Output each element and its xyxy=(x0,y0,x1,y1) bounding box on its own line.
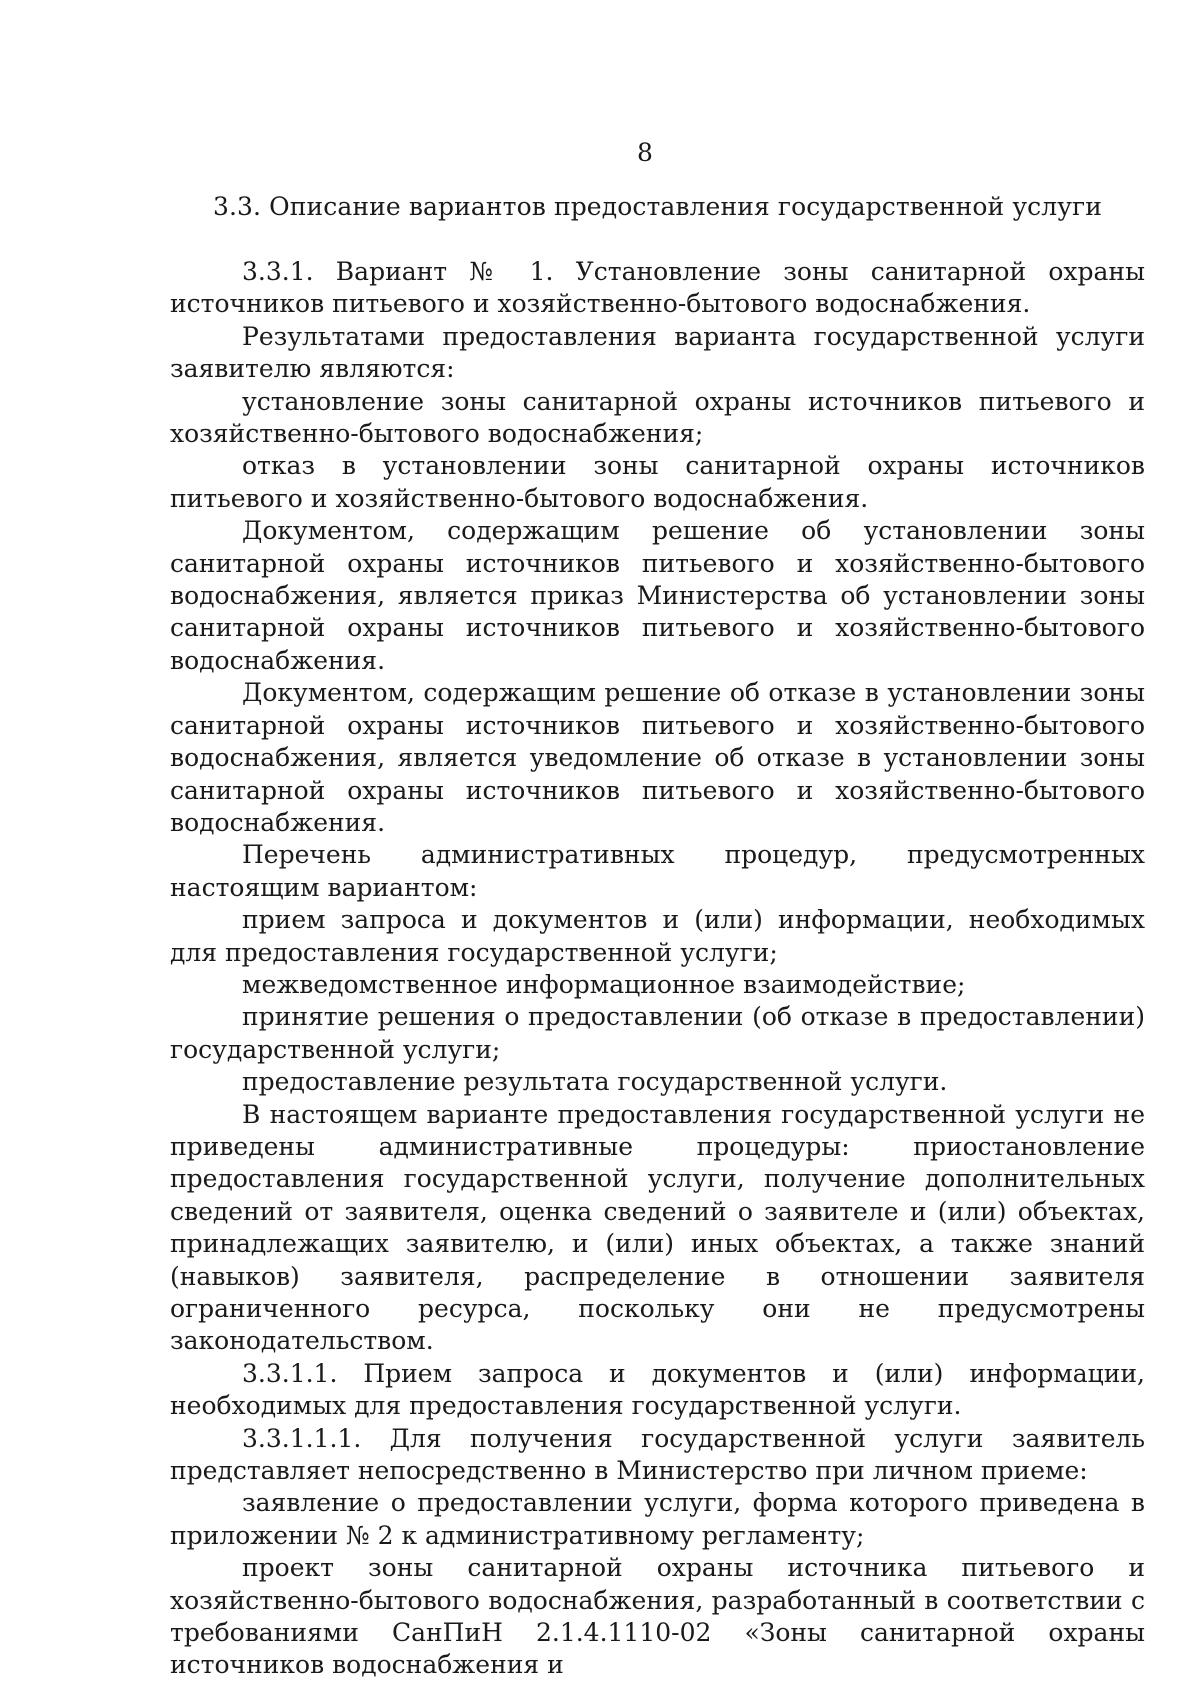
paragraph: В настоящем варианте предоставления государственной услуги не приведены административные процедуры: приостановление предоставления государственной услуги, получение дополнительных сведений от заявителя, оценка сведений о заявителе и (или) объектах, принадлежащих заявителю, и (или) иных объектах, а также знаний (навыков) заявителя, распределение в отношении заявителя ограниченного ресурса, поскольку они не предусмотрены законодательством. xyxy=(170,1099,1145,1356)
paragraph: межведомственное информационное взаимодействие; xyxy=(242,969,966,999)
paragraph: прием запроса и документов и (или) информации, необходимых для предоставления государственной услуги; xyxy=(170,905,1145,967)
paragraph: установление зоны санитарной охраны источников питьевого и хозяйственно-бытового водоснабжения; xyxy=(170,386,1145,449)
paragraph: проект зоны санитарной охраны источника питьевого и хозяйственно-бытового водоснабжения, разработанный в соответствии с требованиями СанПиН 2.1.4.1110-02 «Зоны санитарной охраны источников водоснабжения и xyxy=(170,1553,1145,1680)
paragraph: Результатами предоставления варианта государственной услуги заявителю являются: xyxy=(170,321,1145,384)
paragraph: 3.3.1.1. Прием запроса и документов и (или) информации, необходимых для предоставления государственной услуги. xyxy=(170,1358,1145,1421)
paragraph: принятие решения о предоставлении (об отказе в предоставлении) государственной услуги; xyxy=(170,1002,1145,1064)
paragraph: Документом, содержащим решение об отказе в установлении зоны санитарной охраны источников питьевого и хозяйственно-бытового водоснабжения, является уведомление об отказе в установлении зоны санитарной охраны источников питьевого и хозяйственно-бытового водоснабжения. xyxy=(170,678,1145,837)
section-heading: 3.3. Описание вариантов предоставления государственной услуги xyxy=(212,192,1102,221)
paragraph: отказ в установлении зоны санитарной охраны источников питьевого и хозяйственно-бытового водоснабжения. xyxy=(170,451,1145,513)
body-text xyxy=(170,256,1145,1682)
paragraph: 3.3.1. Вариант № 1. Установление зоны санитарной охраны источников питьевого и хозяйственно-бытового водоснабжения. xyxy=(170,257,1145,319)
paragraph: 3.3.1.1.1. Для получения государственной услуги заявитель представляет непосредственно в Министерство при личном приеме: xyxy=(170,1423,1145,1486)
paragraph: заявление о предоставлении услуги, форма которого приведена в приложении № 2 к административному регламенту; xyxy=(170,1488,1145,1550)
paragraph: предоставление результата государственной услуги. xyxy=(242,1067,948,1097)
page-number: 8 xyxy=(637,138,653,167)
paragraph: Перечень административных процедур, предусмотренных настоящим вариантом: xyxy=(170,840,1145,902)
paragraph: Документом, содержащим решение об установлении зоны санитарной охраны источников питьевого и хозяйственно-бытового водоснабжения, является приказ Министерства об установлении зоны санитарной охраны источников питьевого и хозяйственно-бытового водоснабжения. xyxy=(170,516,1145,675)
